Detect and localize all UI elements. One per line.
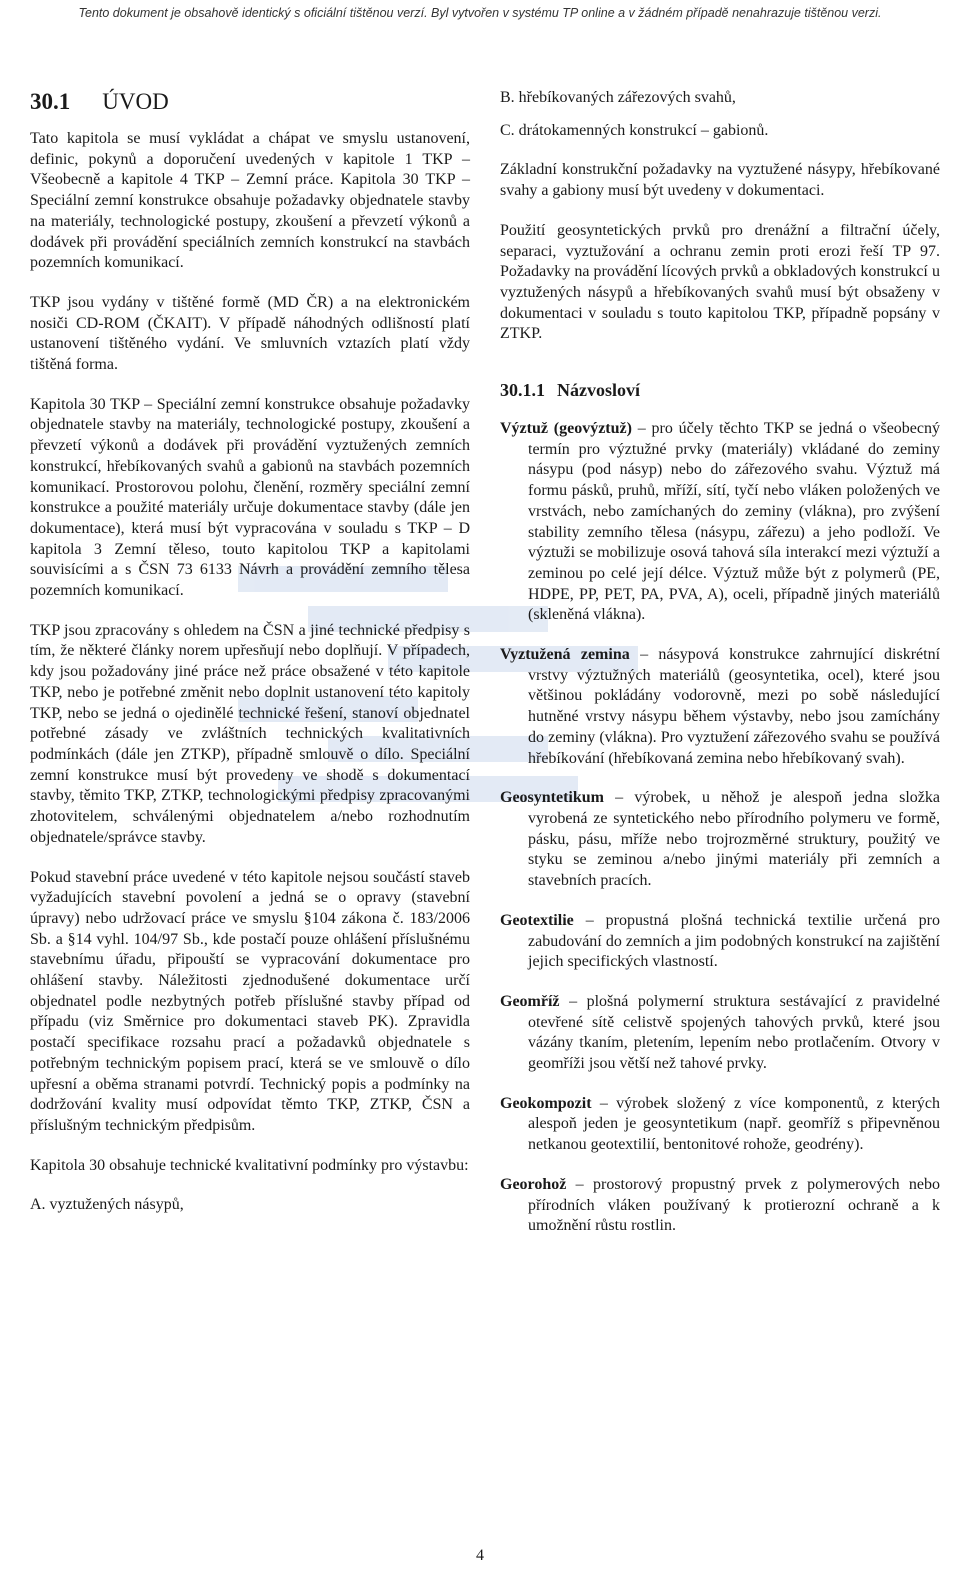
glossary-entry (500, 788, 940, 892)
section-heading (30, 88, 470, 116)
list-item: B. hřebíkovaných zářezových svahů, (500, 89, 736, 106)
glossary-definition: – výrobek, u něhož je alespoň jedna složka vyrobená ze syntetického nebo přírodního polymeru ve formě, pásku, pásu, mříže nebo trojrozměrné struktury, použitý ve styku se zeminou a/nebo jinými materiály při zemních a stavebních pracích. (528, 789, 940, 890)
glossary-definition: – propustná plošná technická textilie určená pro zabudování do zemních a jim podobných konstrukcí na zajištění jejich specifických vlastností. (528, 911, 940, 971)
paragraph: Kapitola 30 obsahuje technické kvalitativní podmínky pro výstavbu: (30, 1156, 469, 1174)
subsection-heading (500, 378, 940, 402)
page-number: 4 (476, 1547, 484, 1564)
paragraph: Použití geosyntetických prvků pro drenážní a filtrační účely, separaci, vyztužování a ochranu zemin proti erozi řeší TP 97. Požadavky na provádění lícových prvků a obkladových konstrukcí u vyztužených násypů a hřebíkovaných svahů musí být obsaženy v dokumentaci v souladu s touto kapitolou TKP, případně popsány v ZTKP. (500, 221, 940, 343)
glossary-definition: – prostorový propustný prvek z polymerových nebo přírodních vláken používaný k protierozní ochraně a k umožnění růstu rostlin. (528, 1175, 940, 1235)
document-disclaimer-banner: Tento dokument je obsahově identický s oficiální tištěnou verzí. Byl vytvořen v systému TP online a v žádném případě nenahrazuje tištěnou verzi. (78, 6, 882, 20)
left-column (30, 88, 470, 1235)
glossary-entry (500, 419, 940, 626)
glossary-entry (500, 1094, 940, 1156)
list-item: A. vyztužených násypů, (30, 1196, 184, 1214)
section-number: 30.1 (30, 89, 71, 114)
paragraph: Základní konstrukční požadavky na vyztužené násypy, hřebíkované svahy a gabiony musí být uvedeny v dokumentaci. (500, 161, 940, 200)
paragraph: TKP jsou zpracovány s ohledem na ČSN a jiné technické předpisy s tím, že některé články norem upřesňují nebo doplňují. V případech, kdy jsou požadovány jiné práce než práce obsažené v této kapitole TKP, nebo je potřebné změnit nebo doplnit ustanovení této kapitoly TKP, nebo se jedná o ojedinělé technické řešení, stanoví objednatel potřebné zásady ve zvláštních technických kvalitativních podmínkách (dále jen ZTKP), případně smlouvě o dílo. Speciální zemní konstrukce musí být provedeny ve shodě s dokumentací stavby, těmito TKP, ZTKP, technologickými předpisy zpracovanými zhotovitelem, schválenými objednatelem a/nebo rozhodnutím objednatele/správce stavby. (30, 621, 470, 846)
glossary-definition: – pro účely těchto TKP se jedná o všeobecný termín pro výztužné prvky (materiály) vkládané do zeminy násypu (pod násyp) nebo do zářezového svahu. Výztuž má formu pásků, pruhů, mříží, sítí, tyčí nebo vláken položených ve vrstvách, nebo zamíchaných do zeminy (vlákna), pro zvýšení stability zemního tělesa (násypu, zářezu) a jeho podloží. Ve výztuži se mobilizuje osová tahová síla interakcí mezi výztuží a zeminou po celé její délce. Výztuž může být z polymerů (PE, HDPE, PP, PET, PA, PVA, A), oceli, případně jiných materiálů (skleněná vlákna). (528, 420, 941, 624)
right-column (500, 88, 940, 1256)
list-item: C. drátokamenných konstrukcí – gabionů. (500, 121, 769, 139)
glossary-term: Geokompozit (500, 1094, 592, 1112)
paragraph: Pokud stavební práce uvedené v této kapitole nejsou součástí staveb vyžadujících stavební povolení a jedná se o opravy (stavební úpravy) nebo udržovací práce ve smyslu §104 zákona č. 183/2006 Sb. a §14 vyhl. 104/97 Sb., kde postačí pouze ohlášení příslušnému stavebnímu úřadu, připouští se vypracování dokumentace pro ohlášení stavby. Náležitosti zjednodušené dokumentace určí objednatel podle nezbytných potřeb příslušné stavby případ od případu (viz Směrnice pro dokumentaci staveb PK). Zpravidla postačí specifikace rozsahu prací a požadavků objednatele s potřebným technickým popisem prací, která se ve smlouvě o dílo upřesní a oběma stranami potvrdí. Technický popis a podmínky na dodržování kvality musí odpovídat těmto TKP, ZTKP, ČSN a příslušným technickým předpisům. (30, 868, 470, 1134)
glossary-definition: – výrobek složený z více komponentů, z kterých alespoň jeden je geosyntetikum (např. geomříž s připevněnou netkanou geotextilií, bentonitové rohože, geodrény). (528, 1094, 940, 1154)
glossary-term: Výztuž (geovýztuž) (500, 420, 632, 438)
glossary-term: Geomříž (500, 992, 560, 1010)
section-title: ÚVOD (102, 89, 169, 114)
paragraph: TKP jsou vydány v tištěné formě (MD ČR) a na elektronickém nosiči CD-ROM (ČKAIT). V případě náhodných odlišností platí ustanovení tištěného vydání. Ve smluvních vztazích platí vždy tištěná forma. (30, 293, 470, 374)
paragraph: Tato kapitola se musí vykládat a chápat ve smyslu ustanovení, definic, pokynů a doporučení uvedených v kapitole 1 TKP – Všeobecně a kapitole 4 TKP – Zemní práce. Kapitola 30 TKP – Speciální zemní konstrukce obsahuje požadavky objednatele stavby na materiály, technologické postupy, zkoušení a převzetí výkonů a dodávek při provádění speciálních zemních konstrukcí na stavbách pozemních komunikací. (30, 130, 470, 272)
glossary-term: Vyztužená zemina (500, 646, 630, 664)
glossary-term: Georohož (500, 1175, 567, 1193)
glossary-entry (500, 1175, 940, 1237)
subsection-title: Názvosloví (557, 380, 640, 401)
glossary-term: Geotextilie (500, 911, 574, 929)
glossary-entry (500, 992, 940, 1075)
subsection-number: 30.1.1 (500, 380, 545, 401)
glossary-definition: – plošná polymerní struktura sestávající z pravidelné otevřené sítě celistvě spojených tahových prvků, které jsou vázány tkaním, pletením, lepením nebo protlačením. Otvory v geomříži jsou větší než tahové prvky. (528, 992, 940, 1073)
glossary-entry (500, 645, 940, 769)
paragraph: Kapitola 30 TKP – Speciální zemní konstrukce obsahuje požadavky objednatele stavby na materiály, technologické postupy, zkoušení a převzetí výkonů a dodávek při provádění vyztužených zemních konstrukcí, hřebíkovaných svahů a gabionů na stavbách pozemních komunikací. Prostorovou polohu, členění, rozměry speciální zemní konstrukce a použité materiály určuje dokumentace stavby (dále jen dokumentace), která musí být vypracována v souladu s TKP – D kapitola 3 Zemní těleso, touto kapitolou TKP a kapitolami souvisícími a s ČSN 73 6133 Návrh a provádění zemního tělesa pozemních komunikací. (30, 395, 470, 600)
glossary-definition: – násypová konstrukce zahrnující diskrétní vrstvy výztužných materiálů (geosyntetika, ocel), které jsou většinou pokládány vodorovně, mezi po sobě následující hutněné vrstvy násypu během výstavby, nebo jsou zamíchány do zeminy (vlákna). Pro vyztužení zářezového svahu se používá hřebíkování (hřebíkovaná zemina nebo hřebíkovaný svah). (528, 646, 941, 767)
glossary-entry (500, 911, 940, 973)
glossary-term: Geosyntetikum (500, 789, 604, 807)
